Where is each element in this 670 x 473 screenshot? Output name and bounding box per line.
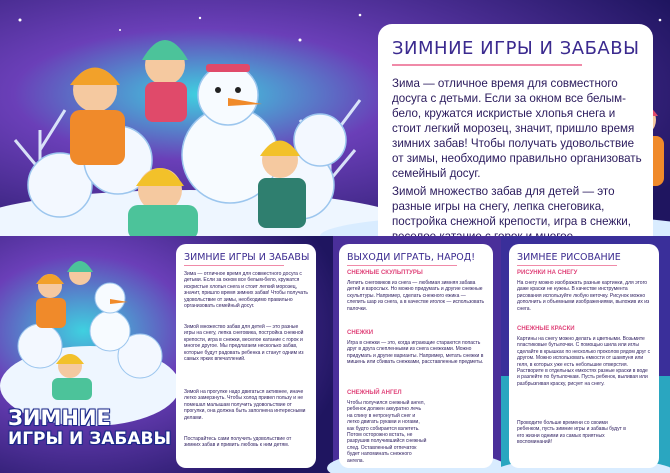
page-3-title: ЗИМНЕЕ РИСОВАНИЕ	[517, 252, 621, 263]
section-snow-drawings-text: На снегу можно изображать разные картинки, для этого даже краски не нужны. В качестве инструмента рисования используйте любую веточку. Рисунок можно дополнить и объемными изображениями, выложив их из снега.	[517, 280, 650, 312]
page-1-underline	[184, 265, 284, 266]
title-underline	[392, 64, 582, 66]
section-snow-angel: СНЕЖНЫЙ АНГЕЛ	[347, 390, 402, 396]
page-1-text-card	[176, 244, 316, 468]
hero-title: ЗИМНИЕ ИГРЫ И ЗАБАВЫ	[392, 38, 640, 59]
hero-spread	[0, 0, 670, 236]
section-snow-angel-text: Чтобы получился снежный ангел, ребенок должен аккуратно лечь на спину в нетронутый снег и легко двигать руками и ногами, как будто собирается взлететь. Потом осторожно встать, не разрушив получившийся снежный след. Оставленный отпечаток будет напоминать снежного ангела.	[347, 400, 427, 464]
section-snow-sculptures-text: Лепить снеговиков из снега — любимая зимняя забава детей и взрослых. Но можно придумать и другие снежные скульптуры. Например, сделать снежного ежика — слепить шар из снега, а в качестве иголок — использовать палочки.	[347, 280, 485, 312]
leaflet-page-2	[333, 236, 501, 473]
hero-text-card	[378, 24, 653, 236]
cover-title-line-2: ИГРЫ И ЗАБАВЫ	[8, 429, 172, 449]
cover-title-line-1: ЗИМНИЕ	[8, 406, 111, 430]
page-3-text-card	[509, 244, 659, 468]
section-snow-drawings: РИСУНКИ НА СНЕГУ	[517, 270, 578, 276]
page-2-underline	[347, 265, 457, 266]
page-1-paragraph-1: Зима — отличное время для совместного досуга с детьми. Если за окном все белым-бело, кружатся искристые хлопья снега и стоит легкий морозец, значит, пришло время зимних забав! Чтобы получать удовольствие от зимы, необходимо правильно организовать семейный досуг.	[184, 271, 308, 310]
page-1-paragraph-4: Постарайтесь сами получить удовольствие от зимних забав и привить любовь к ним детям.	[184, 436, 292, 449]
page-1-paragraph-2: Зимой множество забав для детей — это разные игры на снегу, лепка снеговика, постройка снежной крепости, игра в снежки, веселое катание с горок и многое другое. Мы предлагаем несколько забав, которые будут радовать ребенка и станут одним из самых ярких впечатлений.	[184, 324, 304, 363]
hero-paragraph-2: Зимой множество забав для детей — это разные игры на снегу, лепка снеговика, постройка снежной крепости, игра в снежки,	[392, 185, 631, 228]
page-1-paragraph-3: Зимой на прогулке надо двигаться активнее, иначе легко замерзнуть. Чтобы холод привел пользу и не помешал малышам получить удовольствие от прогулки, она должна быть заполнена интересными делами.	[184, 389, 306, 421]
leaflet-pages-row	[0, 236, 670, 473]
page-2-text-card	[339, 244, 493, 468]
page-1-title: ЗИМНИЕ ИГРЫ И ЗАБАВЫ	[184, 252, 310, 263]
leaflet-page-1	[0, 236, 333, 473]
leaflet-page-3	[501, 236, 670, 473]
page-2-title: ВЫХОДИ ИГРАТЬ, НАРОД!	[347, 252, 475, 263]
section-snow-sculptures: СНЕЖНЫЕ СКУЛЬПТУРЫ	[347, 270, 423, 276]
section-snowballs-text: Игра в снежки — это, когда играющие стараются попасть друг в друга слепленными из снега снежками. Можно придумать и другие варианты. Например, метать снежки в мишень или сбивать снежками, расставленные предметы.	[347, 340, 484, 366]
closing-paragraph: Проводите больше времени со своими ребенком, пусть зимние игры и забавы будут в его жизни одними из самых приятных воспоминаний!	[517, 420, 626, 446]
hero-paragraph-1: Зима — отличное время для совместного досуга с детьми. Если за окном все белым-бело, кружатся искристые хлопья снега и стоит легкий морозец, значит, пришло время зимних забав! Чтобы получать удовольствие от зимы, необходимо правильно организовать семейный досуг.	[392, 77, 642, 180]
section-snow-paints-text: Картины на снегу можно делать и цветными. Возьмите пластиковые бутылочки. С помощью шила или иглы сделайте в крышках по несколько проколов рядом друг с другом. Можно использовать емкости от шампуня или геля, в которых уже есть небольшие отверстия. Растворите в отдельных емкостях разные краски в воде и разлейте по бутылочкам. Пусть ребенок, выливая или разбрызгивая краску, рисует на снегу.	[517, 336, 651, 387]
section-snow-paints: СНЕЖНЫЕ КРАСКИ	[517, 326, 575, 332]
section-snowballs: СНЕЖКИ	[347, 330, 374, 336]
page-3-underline	[517, 265, 617, 266]
